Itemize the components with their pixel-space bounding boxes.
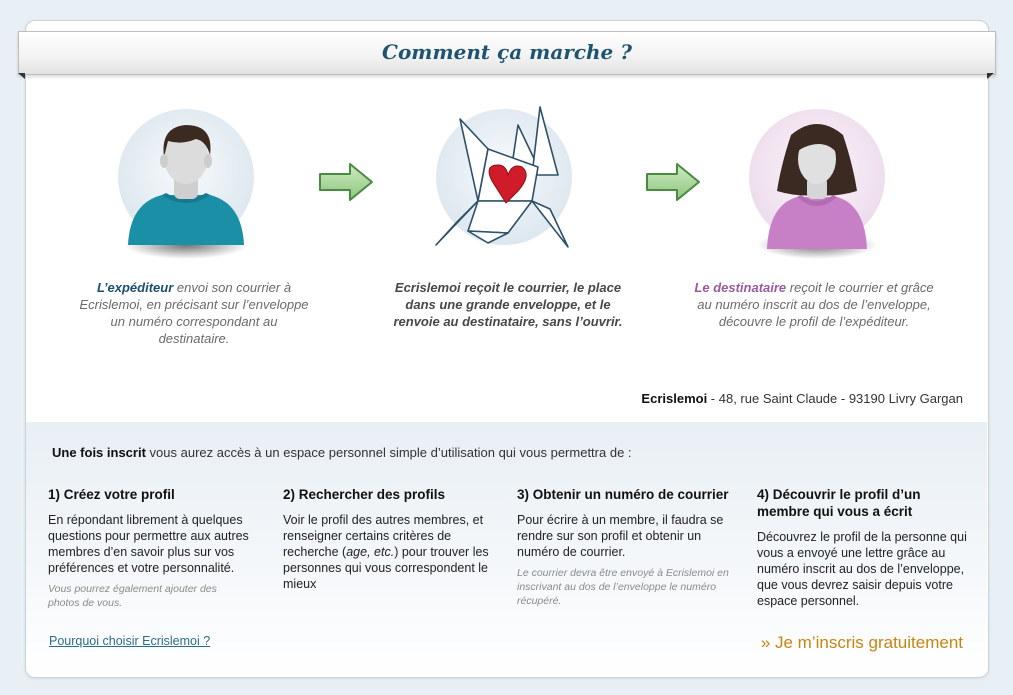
man-avatar-icon	[110, 105, 270, 265]
arrow-right-icon	[645, 162, 701, 202]
feature-desc: En répondant librement à quelques questions pour permettre aux autres membres d’en savoir plus sur vos préférences et votre personnalité.	[48, 513, 249, 575]
intro-body: vous aurez accès à un espace personnel simple d’utilisation qui vous permettra de :	[145, 445, 632, 460]
feature-get-mail-number	[517, 486, 742, 608]
feature-desc: Pour écrire à un membre, il faudra se rendre sur son profil et obtenir un numéro de courrier.	[517, 513, 724, 559]
step-sender-text	[74, 279, 314, 347]
woman-avatar-icon	[741, 105, 901, 265]
signup-free-button[interactable]: » Je m’inscris gratuitement	[760, 633, 963, 652]
feature-title: 4) Découvrir le profil d’un membre qui vous a écrit	[757, 487, 921, 519]
ribbon-fold-left	[18, 73, 25, 79]
page-title: Comment ça marche ?	[382, 40, 632, 64]
feature-desc-part: Voir le profil des autres membres, et renseigner certains critères de recherche (	[283, 513, 484, 559]
step-recipient-highlight: Le destinataire	[694, 280, 787, 295]
feature-desc-part: ) pour trouver les personnes qui vous correspondent le mieux	[283, 545, 489, 591]
company-address	[641, 391, 963, 406]
feature-search-profiles	[283, 486, 503, 592]
header-ribbon	[18, 31, 996, 75]
why-choose-link[interactable]: Pourquoi choisir Ecrislemoi ?	[49, 634, 211, 648]
step-sender-body: envoi son courrier à Ecrislemoi, en précisant sur l’enveloppe un numéro correspondant au destinataire.	[79, 280, 309, 346]
company-name: Ecrislemoi	[641, 391, 708, 406]
feature-discover-writer	[757, 486, 967, 609]
feature-title: 3) Obtenir un numéro de courrier	[517, 487, 729, 502]
company-address-rest: - 48, rue Saint Claude - 93190 Livry Gargan	[707, 391, 963, 406]
feature-note: Le courrier devra être envoyé à Ecrislemoi en inscrivant au dos de l’enveloppe le numéro récupéré.	[517, 567, 729, 607]
intro-text	[52, 445, 632, 460]
step-service-text: Ecrislemoi reçoit le courrier, le place dans une grande enveloppe, et le renvoie au destinataire, sans l’ouvrir.	[393, 280, 623, 329]
feature-desc-em: age, etc.	[346, 545, 395, 559]
step-recipient-text	[694, 279, 934, 330]
feature-desc	[283, 512, 503, 592]
step-sender-highlight: L’expéditeur	[96, 280, 174, 295]
intro-bold: Une fois inscrit	[52, 445, 146, 460]
arrow-right-icon	[318, 162, 374, 202]
feature-create-profile	[48, 486, 268, 610]
step-recipient-body: reçoit le courrier et grâce au numéro inscrit au dos de l’enveloppe, découvre le profil de l’expéditeur.	[697, 280, 934, 329]
feature-title: 2) Rechercher des profils	[283, 487, 446, 502]
feature-title: 1) Créez votre profil	[48, 487, 175, 502]
feature-note: Vous pourrez également ajouter des photos de vous.	[48, 583, 217, 609]
origami-crane-heart-icon	[428, 105, 588, 265]
ribbon-fold-right	[987, 73, 994, 79]
feature-desc: Découvrez le profil de la personne qui vous a envoyé une lettre grâce au numéro inscrit au dos de l’enveloppe, que vous devrez saisir depuis votre espace personnel.	[757, 530, 967, 608]
